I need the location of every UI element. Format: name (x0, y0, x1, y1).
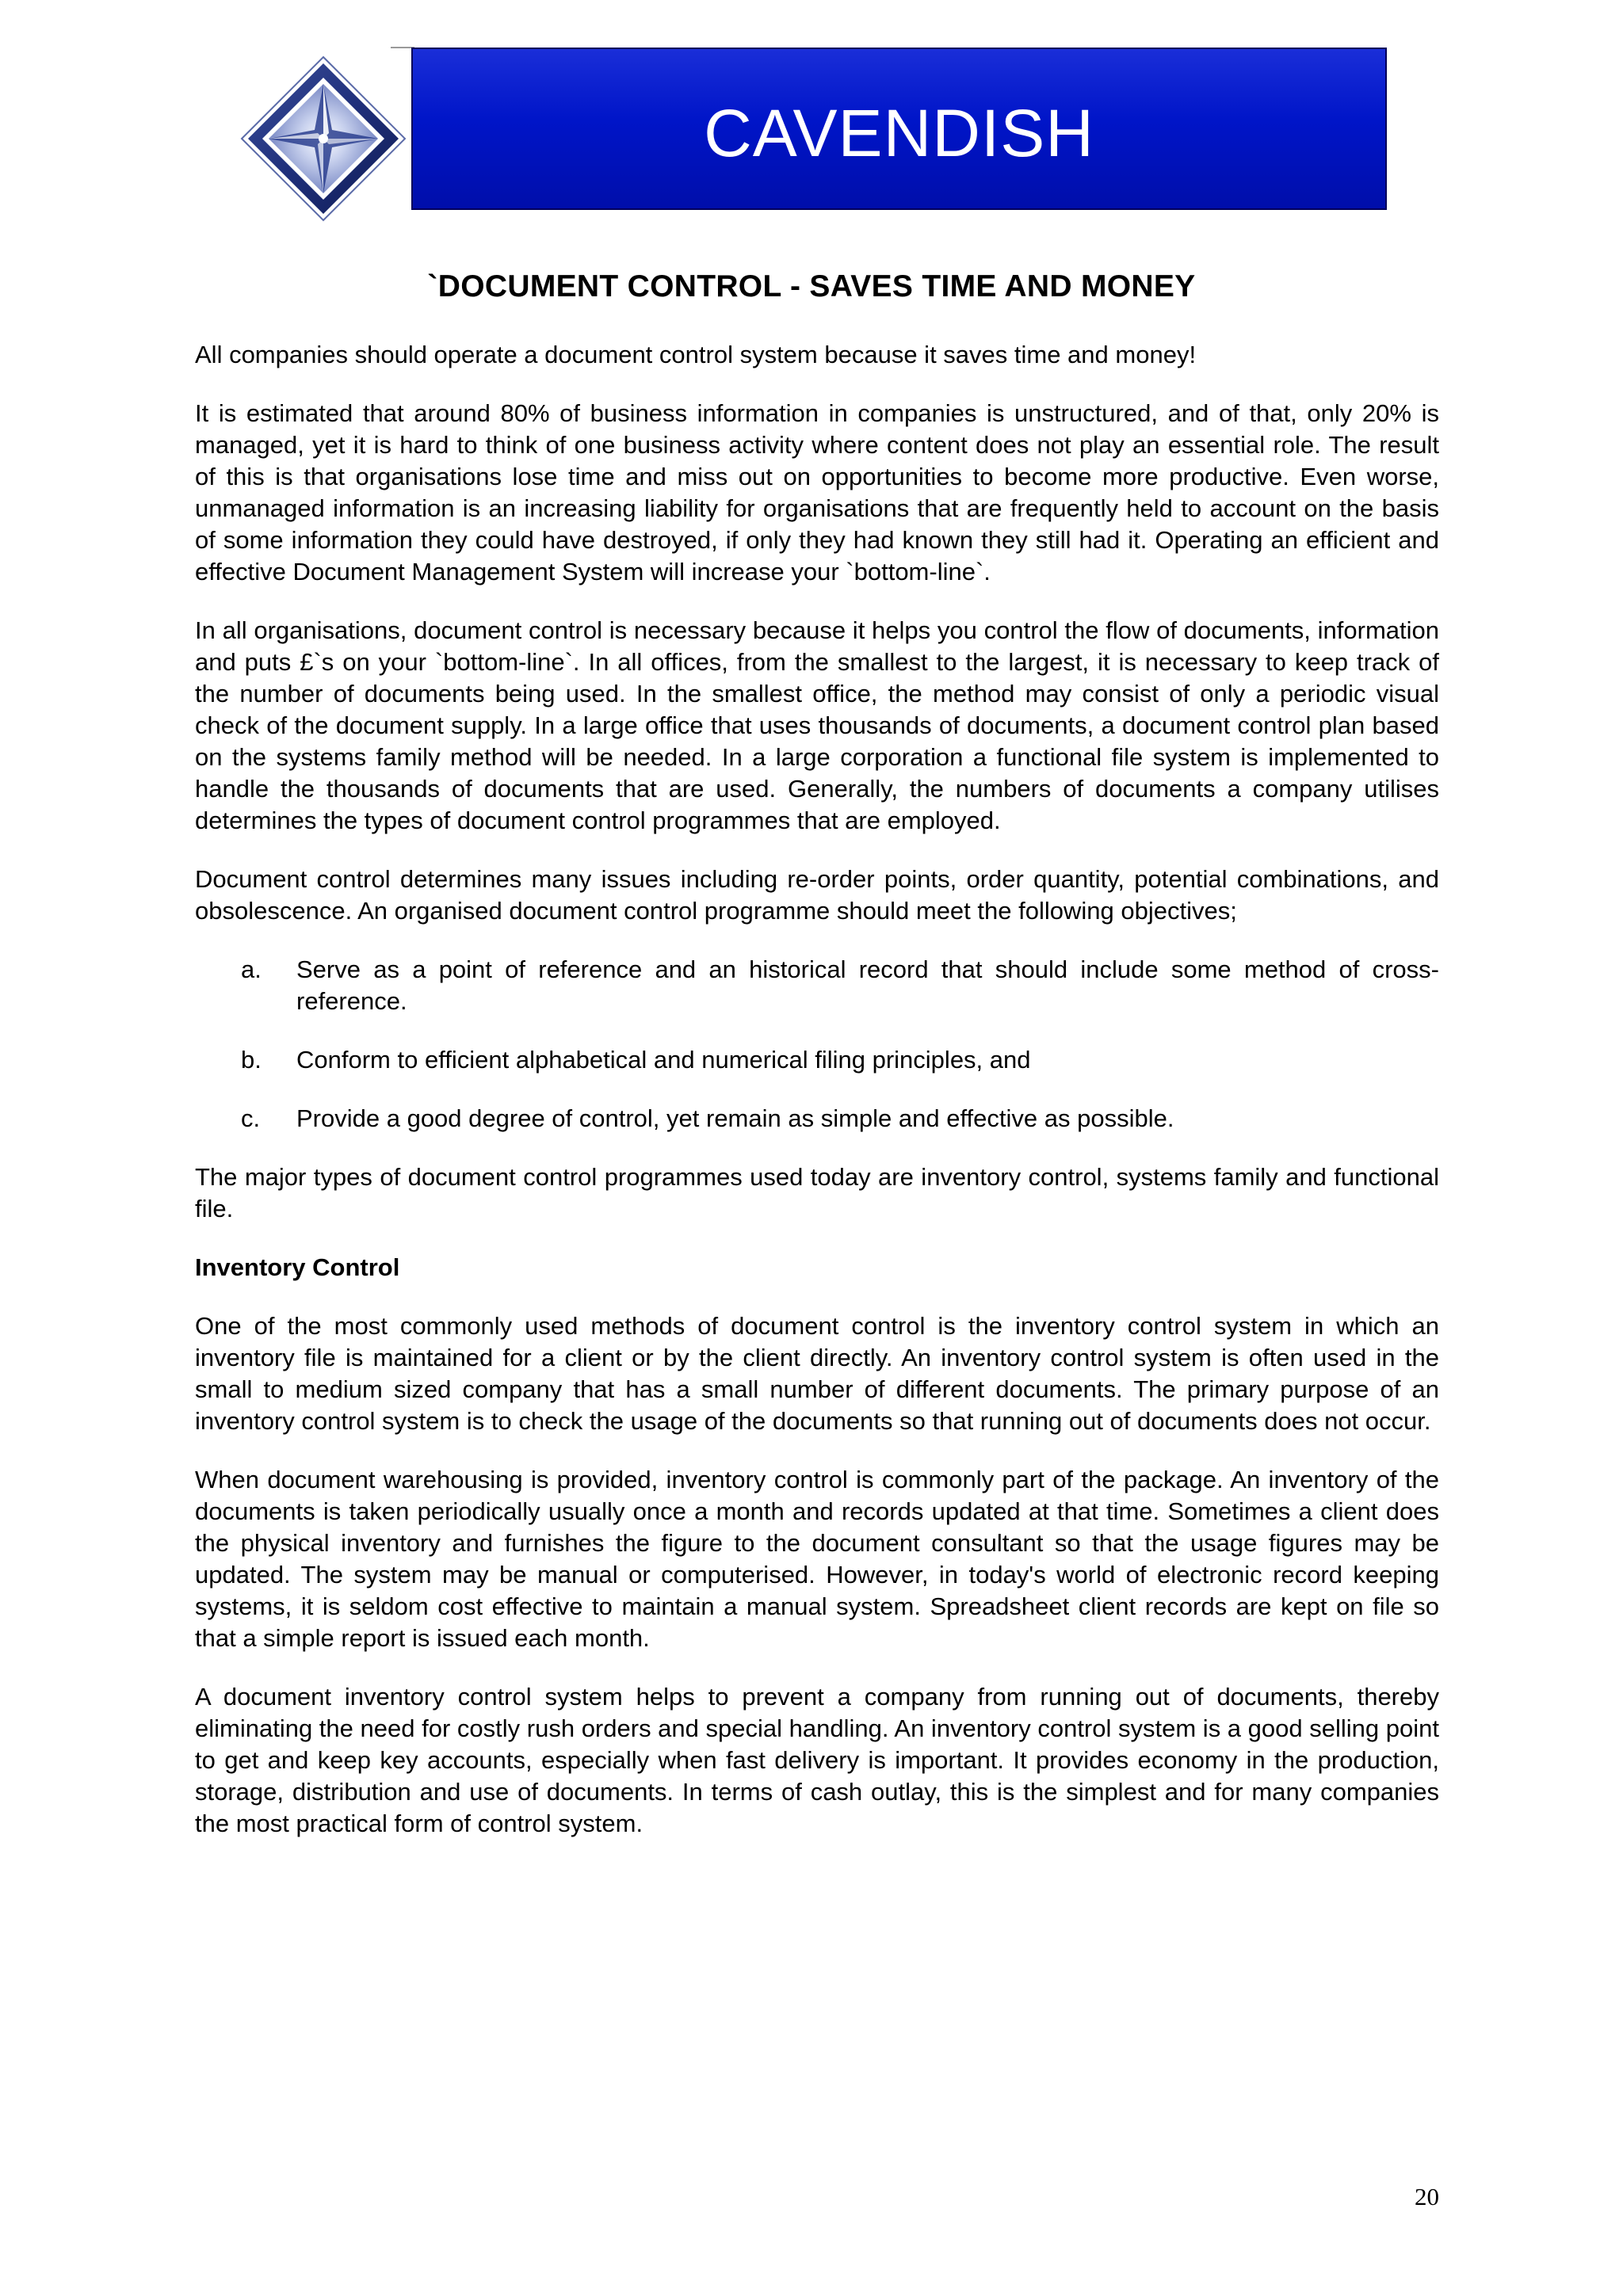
list-item-text: Serve as a point of reference and an historical record that should include some method of cross-reference. (296, 955, 1439, 1015)
list-item (195, 1103, 1439, 1135)
list-item (195, 1044, 1439, 1076)
list-item-text: Provide a good degree of control, yet remain as simple and effective as possible. (296, 1104, 1174, 1132)
header-banner (411, 48, 1387, 210)
page-number: 20 (1415, 2183, 1439, 2210)
list-marker: b. (241, 1046, 262, 1074)
diamond-star-logo-icon (240, 55, 407, 222)
list-item (195, 954, 1439, 1017)
document-title: `DOCUMENT CONTROL - SAVES TIME AND MONEY (427, 269, 1196, 303)
paragraph: In all organisations, document control is necessary because it helps you control the flow of documents, information and puts £`s on your `bottom-line`. In all offices, from the smallest to the largest, it is necessary to keep track of the number of documents being used. In the smallest office, the method may consist of only a periodic visual check of the document supply. In a large office that uses thousands of documents, a document control plan based on the systems family method will be needed. In a large corporation a functional file system is implemented to handle the thousands of documents that are used. Generally, the numbers of documents a company utilises determines the types of document control programmes that are employed. (195, 616, 1439, 834)
paragraph: When document warehousing is provided, inventory control is commonly part of the package. An inventory of the documents is taken periodically usually once a month and records updated at that time. Sometimes a client does the physical inventory and furnishes the figure to the document consultant so that the usage figures may be updated. The system may be manual or computerised. However, in today's world of electronic record keeping systems, it is seldom cost effective to maintain a manual system. Spreadsheet client records are kept on file so that a simple report is issued each month. (195, 1466, 1439, 1652)
paragraph: A document inventory control system helps to prevent a company from running out of documents, thereby eliminating the need for costly rush orders and special handling. An inventory control system is a good selling point to get and keep key accounts, especially when fast delivery is important. It provides economy in the production, storage, distribution and use of documents. In terms of cash outlay, this is the simplest and for many companies the most practical form of control system. (195, 1683, 1439, 1837)
objectives-list (195, 954, 1439, 1135)
company-name: CAVENDISH (704, 96, 1094, 170)
paragraph: The major types of document control programmes used today are inventory control, systems family and functional file. (195, 1163, 1439, 1222)
paragraph: Document control determines many issues including re-order points, order quantity, potential combinations, and obsolescence. An organised document control programme should meet the following objectives; (195, 865, 1439, 925)
paragraph: All companies should operate a document control system because it saves time and money! (195, 341, 1197, 368)
section-heading: Inventory Control (195, 1253, 400, 1281)
list-marker: a. (241, 955, 262, 983)
paragraph: One of the most commonly used methods of document control is the inventory control system in which an inventory file is maintained for a client or by the client directly. An inventory control system is often used in the small to medium sized company that has a small number of different documents. The primary purpose of an inventory control system is to check the usage of the documents so that running out of documents does not occur. (195, 1312, 1439, 1435)
paragraph: It is estimated that around 80% of business information in companies is unstructured, and of that, only 20% is managed, yet it is hard to think of one business activity where content does not play an essential role. The result of this is that organisations lose time and miss out on opportunities to become more productive. Even worse, unmanaged information is an increasing liability for organisations that are frequently held to account on the basis of some information they could have destroyed, if only they had known they still had it. Operating an efficient and effective Document Management System will increase your `bottom-line`. (195, 399, 1439, 585)
list-marker: c. (241, 1104, 261, 1132)
list-item-text: Conform to efficient alphabetical and numerical filing principles, and (296, 1046, 1031, 1074)
document-body (195, 339, 1439, 1867)
